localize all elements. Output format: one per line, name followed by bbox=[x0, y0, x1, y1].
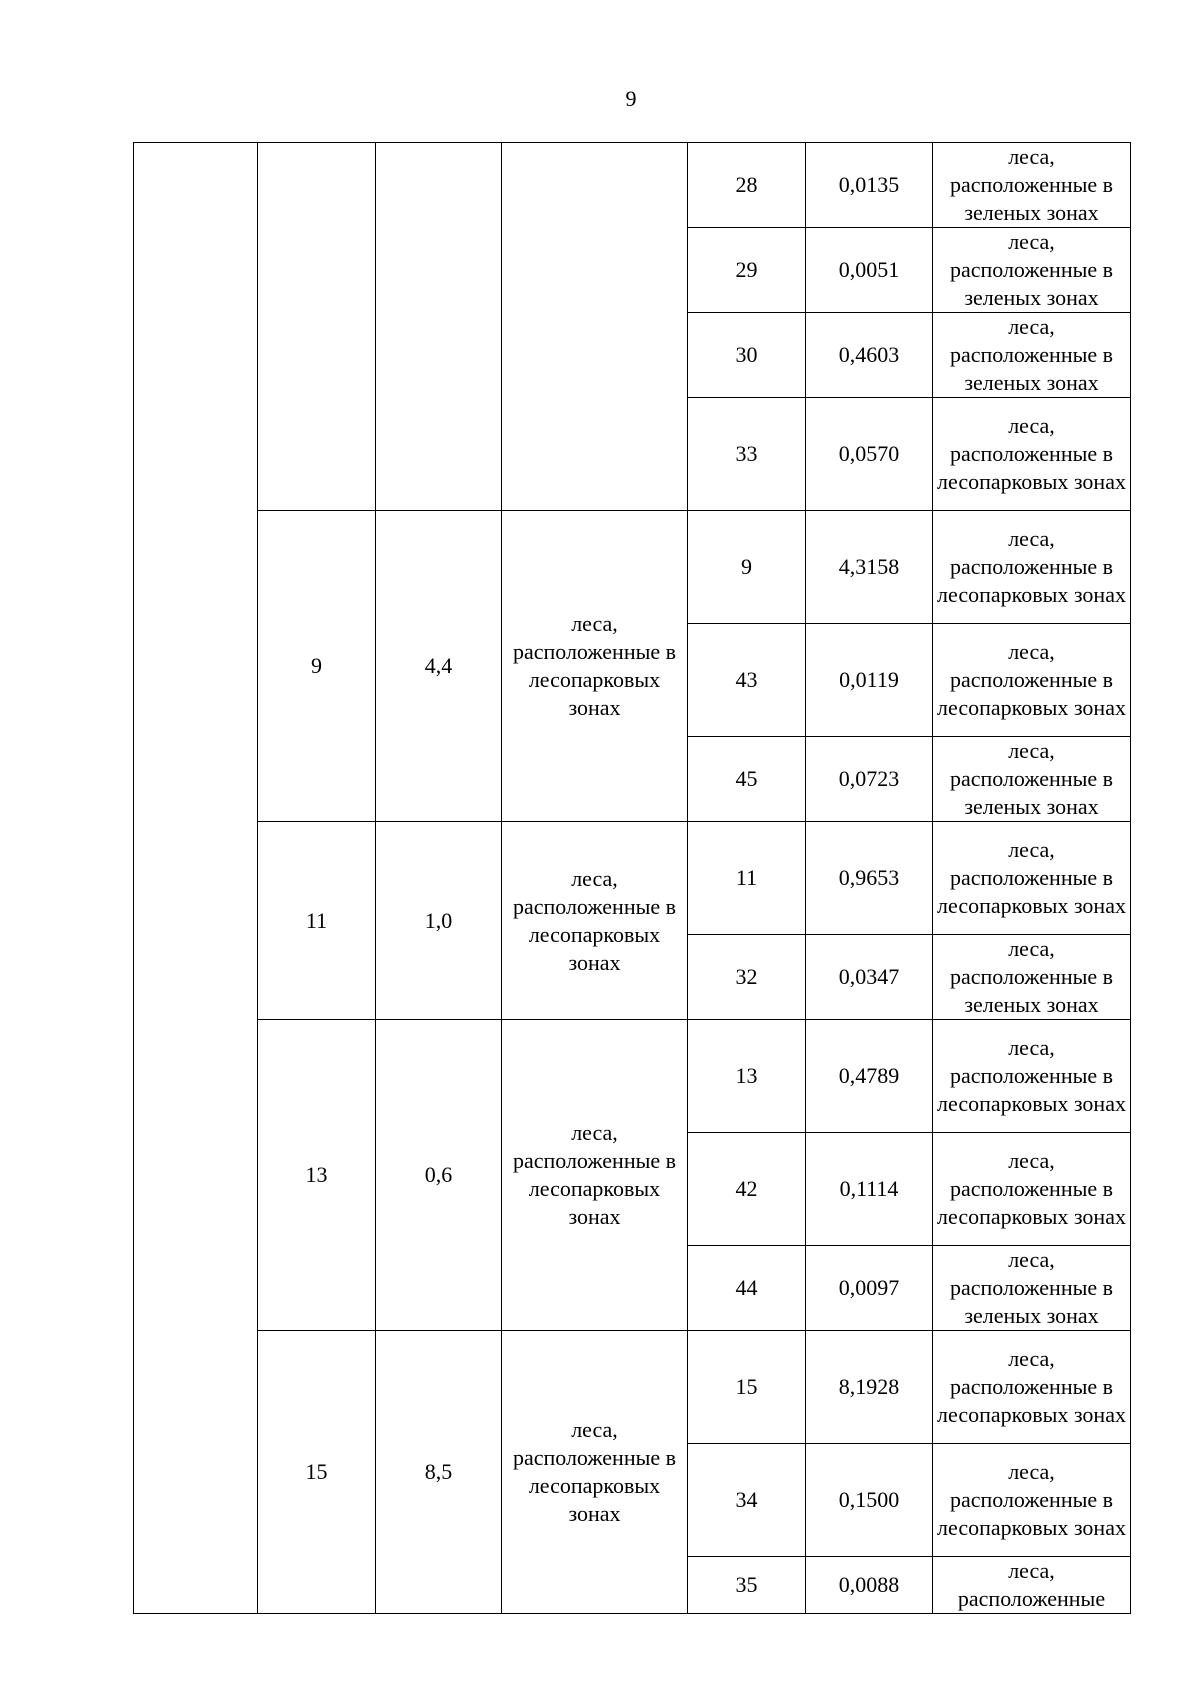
group-number-cell: 13 bbox=[258, 1020, 376, 1331]
quarter-cell: 45 bbox=[688, 737, 806, 822]
table-row bbox=[134, 1331, 1131, 1444]
plot-area-cell: 0,4603 bbox=[806, 313, 933, 398]
quarter-cell: 32 bbox=[688, 935, 806, 1020]
plot-category-cell: леса, расположенные в лесопарковых зонах bbox=[933, 1020, 1131, 1133]
forest-table bbox=[133, 142, 1131, 1614]
group-number-cell bbox=[258, 143, 376, 511]
plot-area-cell: 0,0088 bbox=[806, 1557, 933, 1614]
quarter-cell: 11 bbox=[688, 822, 806, 935]
plot-category-cell: леса, расположенные в лесопарковых зонах bbox=[933, 1444, 1131, 1557]
plot-category-cell: леса, расположенные в лесопарковых зонах bbox=[933, 822, 1131, 935]
group-category-cell: леса, расположенные в лесопарковых зонах bbox=[502, 1020, 688, 1331]
plot-category-cell: леса, расположенные в зеленых зонах bbox=[933, 935, 1131, 1020]
plot-area-cell: 0,0097 bbox=[806, 1246, 933, 1331]
plot-area-cell: 8,1928 bbox=[806, 1331, 933, 1444]
plot-category-cell: леса, расположенные в лесопарковых зонах bbox=[933, 511, 1131, 624]
group-area-cell: 8,5 bbox=[376, 1331, 502, 1614]
group-area-cell: 1,0 bbox=[376, 822, 502, 1020]
group-area-cell: 4,4 bbox=[376, 511, 502, 822]
plot-area-cell: 0,1500 bbox=[806, 1444, 933, 1557]
group-category-cell: леса, расположенные в лесопарковых зонах bbox=[502, 1331, 688, 1614]
plot-area-cell: 4,3158 bbox=[806, 511, 933, 624]
quarter-cell: 9 bbox=[688, 511, 806, 624]
plot-category-cell: леса, расположенные в зеленых зонах bbox=[933, 737, 1131, 822]
plot-area-cell: 0,0570 bbox=[806, 398, 933, 511]
plot-area-cell: 0,4789 bbox=[806, 1020, 933, 1133]
quarter-cell: 30 bbox=[688, 313, 806, 398]
plot-category-cell: леса, расположенные в зеленых зонах bbox=[933, 143, 1131, 228]
quarter-cell: 28 bbox=[688, 143, 806, 228]
group-category-cell: леса, расположенные в лесопарковых зонах bbox=[502, 822, 688, 1020]
group-category-cell bbox=[502, 143, 688, 511]
plot-area-cell: 0,1114 bbox=[806, 1133, 933, 1246]
plot-area-cell: 0,0135 bbox=[806, 143, 933, 228]
group-category-cell: леса, расположенные в лесопарковых зонах bbox=[502, 511, 688, 822]
plot-area-cell: 0,0347 bbox=[806, 935, 933, 1020]
table-row bbox=[134, 822, 1131, 935]
plot-category-cell: леса, расположенные в зеленых зонах bbox=[933, 228, 1131, 313]
plot-category-cell: леса, расположенные bbox=[933, 1557, 1131, 1614]
plot-area-cell: 0,0119 bbox=[806, 624, 933, 737]
quarter-cell: 33 bbox=[688, 398, 806, 511]
table-body bbox=[134, 143, 1131, 1614]
plot-category-cell: леса, расположенные в лесопарковых зонах bbox=[933, 1133, 1131, 1246]
quarter-cell: 44 bbox=[688, 1246, 806, 1331]
quarter-cell: 35 bbox=[688, 1557, 806, 1614]
page-number: 9 bbox=[625, 86, 637, 111]
group-area-cell: 0,6 bbox=[376, 1020, 502, 1331]
quarter-cell: 29 bbox=[688, 228, 806, 313]
quarter-cell: 15 bbox=[688, 1331, 806, 1444]
first-column-cell bbox=[134, 143, 258, 1614]
group-area-cell bbox=[376, 143, 502, 511]
plot-area-cell: 0,0723 bbox=[806, 737, 933, 822]
plot-area-cell: 0,0051 bbox=[806, 228, 933, 313]
table-row bbox=[134, 1020, 1131, 1133]
group-number-cell: 11 bbox=[258, 822, 376, 1020]
group-number-cell: 9 bbox=[258, 511, 376, 822]
plot-area-cell: 0,9653 bbox=[806, 822, 933, 935]
table-row bbox=[134, 143, 1131, 228]
quarter-cell: 42 bbox=[688, 1133, 806, 1246]
plot-category-cell: леса, расположенные в лесопарковых зонах bbox=[933, 1331, 1131, 1444]
group-number-cell: 15 bbox=[258, 1331, 376, 1614]
quarter-cell: 43 bbox=[688, 624, 806, 737]
quarter-cell: 34 bbox=[688, 1444, 806, 1557]
quarter-cell: 13 bbox=[688, 1020, 806, 1133]
plot-category-cell: леса, расположенные в зеленых зонах bbox=[933, 1246, 1131, 1331]
plot-category-cell: леса, расположенные в лесопарковых зонах bbox=[933, 624, 1131, 737]
plot-category-cell: леса, расположенные в лесопарковых зонах bbox=[933, 398, 1131, 511]
table-row bbox=[134, 511, 1131, 624]
plot-category-cell: леса, расположенные в зеленых зонах bbox=[933, 313, 1131, 398]
